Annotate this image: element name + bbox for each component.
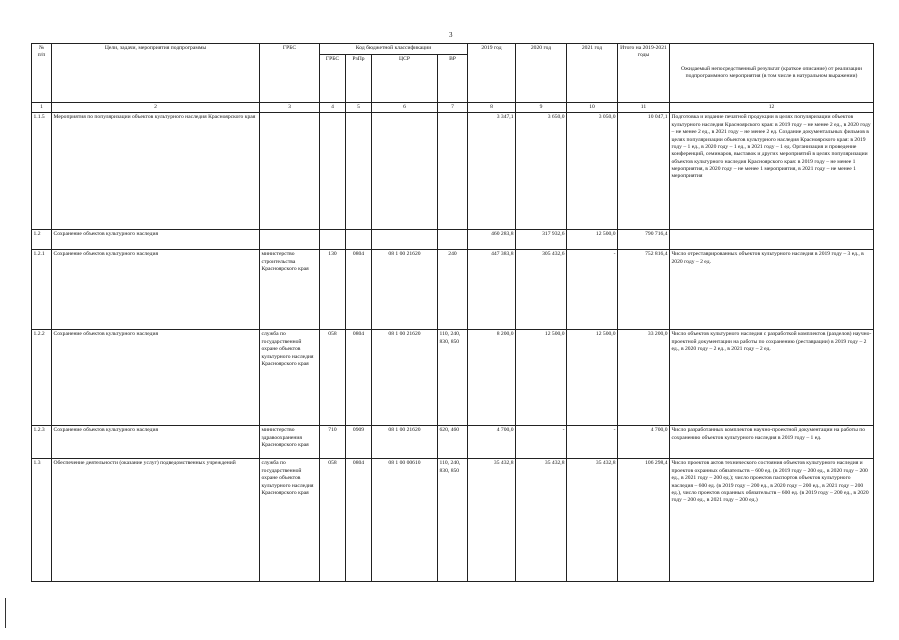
row-num: 1.2.1 bbox=[32, 250, 52, 330]
row-vr: 240 bbox=[438, 250, 468, 330]
col-num: 10 bbox=[567, 103, 618, 113]
row-goal: Обеспечение деятельности (оказание услуг) подведомственных учреждений bbox=[52, 459, 260, 582]
row-csr bbox=[372, 113, 438, 230]
row-num: 1.2 bbox=[32, 230, 52, 250]
row-code-grbs: 130 bbox=[320, 250, 346, 330]
row-2020: - bbox=[516, 426, 567, 459]
row-csr: 08 1 00 21620 bbox=[372, 250, 438, 330]
row-result bbox=[670, 230, 874, 250]
page-number: 3 bbox=[449, 31, 453, 39]
row-2020: 317 932,6 bbox=[516, 230, 567, 250]
row-goal: Сохранение объектов культурного наследия bbox=[52, 426, 260, 459]
row-total: 10 047,1 bbox=[618, 113, 670, 230]
row-grbs bbox=[260, 230, 320, 250]
row-result: Число проектов актов технического состояния объектов культурного наследия и проектов охранных обязательств – 600 ед. (в 2019 году – 200 ед., в 2020 году – 200 ед., в 2021 году – 200 ед.); число проектов паспортов объектов культурного наследия – 600 ед. (в 2019 году – 200 ед., в 2020 году – 200 ед., в 2021 году – 200 ед.), число проектов охранных обязательств – 600 ед. (в 2019 году – 200 ед., в 2020 году – 200 ед., в 2021 году – 200 ед.) bbox=[670, 459, 874, 582]
col-num: 9 bbox=[516, 103, 567, 113]
col-num: 12 bbox=[670, 103, 874, 113]
row-goal: Сохранение объектов культурного наследия bbox=[52, 330, 260, 426]
row-2021: 35 432,8 bbox=[567, 459, 618, 582]
subprogram-table bbox=[31, 43, 874, 582]
column-number-row bbox=[32, 103, 874, 113]
row-rzpr bbox=[346, 230, 372, 250]
row-2019: 447 383,8 bbox=[468, 250, 516, 330]
row-2021: - bbox=[567, 250, 618, 330]
header-bk-vr: ВР bbox=[438, 55, 468, 103]
row-grbs: министерство строительства Красноярского края bbox=[260, 250, 320, 330]
table-row bbox=[32, 250, 874, 330]
row-num: 1.1.5 bbox=[32, 113, 52, 230]
col-num: 3 bbox=[260, 103, 320, 113]
row-code-grbs: 058 bbox=[320, 330, 346, 426]
row-code-grbs: 058 bbox=[320, 459, 346, 582]
row-2019: 35 432,8 bbox=[468, 459, 516, 582]
row-rzpr: 0804 bbox=[346, 330, 372, 426]
row-2019: 3 347,1 bbox=[468, 113, 516, 230]
table-row bbox=[32, 426, 874, 459]
row-grbs: служба по государственной охране объектов культурного наследия Красноярского края bbox=[260, 330, 320, 426]
row-goal: Сохранение объектов культурного наследия bbox=[52, 230, 260, 250]
col-num: 2 bbox=[52, 103, 260, 113]
row-result: Подготовка и издание печатной продукции в целях популяризации объектов культурного наследия Красноярского края: в 2019 году – не менее 2 ед., в 2020 году – не менее 2 ед., в 2021 году – не менее 2 ед. Создание документальных фильмов в целях популяризации объектов культурного наследия Красноярского края: в 2019 году – 1 ед., в 2020 году – 1 ед., в 2021 году – 1 ед. Организация и проведение конференций, семинаров, выставок и других мероприятий в целях популяризации объектов культурного наследия Красноярского края: в 2019 году – не менее 1 мероприятия, в 2020 году – не менее 1 мероприятия, в 2021 году – не менее 1 мероприятия bbox=[670, 113, 874, 230]
header-row bbox=[32, 44, 874, 55]
row-rzpr bbox=[346, 113, 372, 230]
row-csr: 08 1 00 21620 bbox=[372, 426, 438, 459]
row-total: 33 200,0 bbox=[618, 330, 670, 426]
row-total: 106 298,4 bbox=[618, 459, 670, 582]
row-vr: 110, 240, 830, 850 bbox=[438, 330, 468, 426]
row-total: 752 816,4 bbox=[618, 250, 670, 330]
row-csr bbox=[372, 230, 438, 250]
header-bk-grbs: ГРБС bbox=[320, 55, 346, 103]
header-bk-csr: ЦСР bbox=[372, 55, 438, 103]
header-2019: 2019 год bbox=[468, 44, 516, 103]
row-num: 1.3 bbox=[32, 459, 52, 582]
col-num: 4 bbox=[320, 103, 346, 113]
row-csr: 08 1 00 00610 bbox=[372, 459, 438, 582]
row-2020: 305 432,6 bbox=[516, 250, 567, 330]
row-2021: 12 500,0 bbox=[567, 230, 618, 250]
row-rzpr: 0909 bbox=[346, 426, 372, 459]
row-result: Число объектов культурного наследия с разработкой комплектов (разделов) научно-проектной документации на работы по сохранению (реставрации) в 2019 году – 2 ед., в 2020 году – 2 ед., в 2021 году – 2 ед. bbox=[670, 330, 874, 426]
row-total: 4 700,0 bbox=[618, 426, 670, 459]
header-bk-rzpr: РзПр bbox=[346, 55, 372, 103]
row-vr: 620, 460 bbox=[438, 426, 468, 459]
row-2021: 12 500,0 bbox=[567, 330, 618, 426]
header-2020: 2020 год bbox=[516, 44, 567, 103]
row-total: 790 716,4 bbox=[618, 230, 670, 250]
row-vr bbox=[438, 113, 468, 230]
table-row bbox=[32, 459, 874, 582]
row-2019: 4 700,0 bbox=[468, 426, 516, 459]
row-2019: 460 283,8 bbox=[468, 230, 516, 250]
row-goal: Мероприятия по популяризации объектов культурного наследия Красноярского края bbox=[52, 113, 260, 230]
row-csr: 08 1 00 21620 bbox=[372, 330, 438, 426]
row-2020: 35 432,8 bbox=[516, 459, 567, 582]
row-code-grbs bbox=[320, 230, 346, 250]
scan-edge-mark bbox=[5, 598, 6, 628]
row-2020: 3 650,0 bbox=[516, 113, 567, 230]
header-budget-code: Код бюджетной классификации bbox=[320, 44, 468, 55]
header-grbs: ГРБС bbox=[260, 44, 320, 103]
row-vr: 110, 240, 830, 850 bbox=[438, 459, 468, 582]
table-row bbox=[32, 330, 874, 426]
table-row bbox=[32, 113, 874, 230]
row-num: 1.2.2 bbox=[32, 330, 52, 426]
col-num: 8 bbox=[468, 103, 516, 113]
row-code-grbs: 710 bbox=[320, 426, 346, 459]
row-result: Число отреставрированных объектов культурного наследия в 2019 году – 3 ед., в 2020 году – 2 ед. bbox=[670, 250, 874, 330]
col-num: 11 bbox=[618, 103, 670, 113]
header-result: Ожидаемый непосредственный результат (краткое описание) от реализации подпрограммного мероприятия (в том числе в натуральном выражении) bbox=[670, 44, 874, 103]
row-num: 1.2.3 bbox=[32, 426, 52, 459]
col-num: 5 bbox=[346, 103, 372, 113]
row-code-grbs bbox=[320, 113, 346, 230]
col-num: 6 bbox=[372, 103, 438, 113]
row-vr bbox=[438, 230, 468, 250]
row-grbs bbox=[260, 113, 320, 230]
row-2019: 8 200,0 bbox=[468, 330, 516, 426]
header-total: Итого на 2019-2021 годы bbox=[618, 44, 670, 103]
row-rzpr: 0804 bbox=[346, 459, 372, 582]
header-num: № п/п bbox=[32, 44, 52, 103]
row-result: Число разработанных комплектов научно-проектной документации на работы по сохранению объектов культурного наследия в 2019 году – 1 ед. bbox=[670, 426, 874, 459]
row-grbs: министерство здравоохранения Красноярского края bbox=[260, 426, 320, 459]
row-2021: - bbox=[567, 426, 618, 459]
row-goal: Сохранение объектов культурного наследия bbox=[52, 250, 260, 330]
row-grbs: служба по государственной охране объектов культурного наследия Красноярского края bbox=[260, 459, 320, 582]
row-rzpr: 0804 bbox=[346, 250, 372, 330]
table-row bbox=[32, 230, 874, 250]
header-goals: Цели, задачи, мероприятия подпрограммы bbox=[52, 44, 260, 103]
row-2021: 3 050,0 bbox=[567, 113, 618, 230]
col-num: 7 bbox=[438, 103, 468, 113]
col-num: 1 bbox=[32, 103, 52, 113]
row-2020: 12 500,0 bbox=[516, 330, 567, 426]
header-2021: 2021 год bbox=[567, 44, 618, 103]
